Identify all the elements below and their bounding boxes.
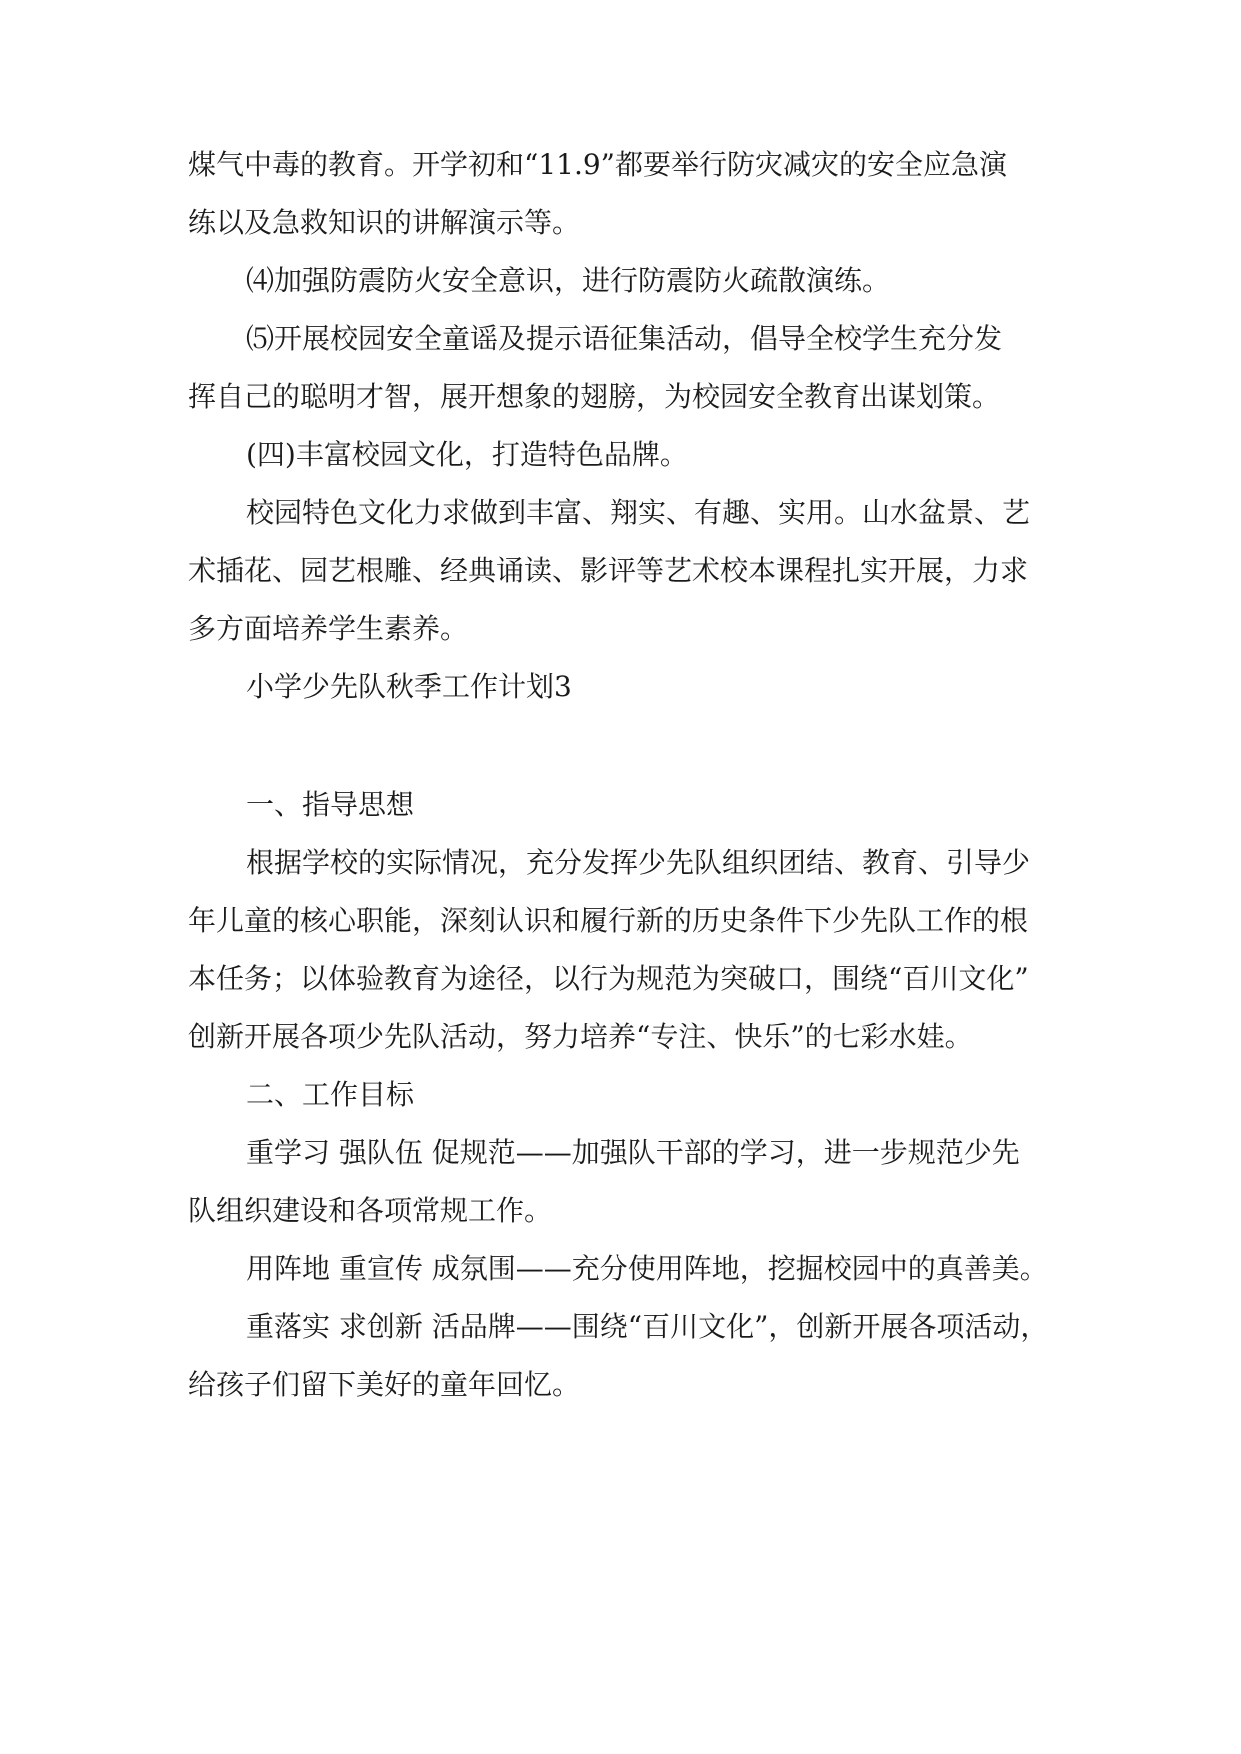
list-item: ⑸开展校园安全童谣及提示语征集活动，倡导全校学生充分发 [246, 322, 1003, 355]
paragraph-line: 根据学校的实际情况，充分发挥少先队组织团结、教育、引导少 [246, 846, 1031, 879]
paragraph-line: 校园特色文化力求做到丰富、翔实、有趣、实用。山水盆景、艺 [246, 496, 1031, 529]
paragraph-line: 术插花、园艺根雕、经典诵读、影评等艺术校本课程扎实开展，力求 [188, 554, 1029, 587]
section-heading: (四)丰富校园文化，打造特色品牌。 [246, 438, 688, 471]
paragraph-line: 本任务；以体验教育为途径，以行为规范为突破口，围绕“百川文化” [188, 962, 1029, 995]
paragraph-line: 挥自己的聪明才智，展开想象的翅膀，为校园安全教育出谋划策。 [188, 380, 1001, 413]
paragraph-line: 年儿童的核心职能，深刻认识和履行新的历史条件下少先队工作的根 [188, 904, 1029, 937]
document-title: 小学少先队秋季工作计划3 [246, 670, 572, 703]
paragraph-line: 多方面培养学生素养。 [188, 612, 469, 645]
list-item: ⑷加强防震防火安全意识，进行防震防火疏散演练。 [246, 264, 891, 297]
paragraph-line: 重落实 求创新 活品牌——围绕“百川文化”，创新开展各项活动， [246, 1310, 1049, 1343]
paragraph-line: 创新开展各项少先队活动，努力培养“专注、快乐”的七彩水娃。 [188, 1020, 973, 1053]
paragraph-line: 队组织建设和各项常规工作。 [188, 1194, 553, 1227]
paragraph-line: 煤气中毒的教育。开学初和“11.9”都要举行防灾减灾的安全应急演 [188, 148, 1007, 181]
section-heading: 一、指导思想 [246, 788, 415, 821]
paragraph-line: 给孩子们留下美好的童年回忆。 [188, 1368, 581, 1401]
paragraph-line: 练以及急救知识的讲解演示等。 [188, 206, 581, 239]
paragraph-line: 重学习 强队伍 促规范——加强队干部的学习，进一步规范少先 [246, 1136, 1020, 1169]
paragraph-line: 用阵地 重宣传 成氛围——充分使用阵地，挖掘校园中的真善美。 [246, 1252, 1048, 1285]
section-heading: 二、工作目标 [246, 1078, 415, 1111]
